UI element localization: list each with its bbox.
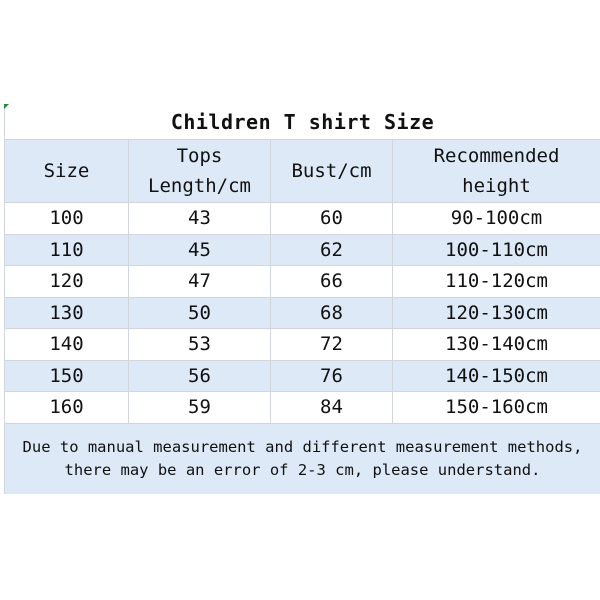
cell-bust: 62: [271, 234, 393, 266]
table-row: [5, 329, 600, 361]
cell-length: 53: [129, 329, 271, 361]
cell-bust: 72: [271, 329, 393, 361]
cell-bust: 60: [271, 203, 393, 235]
cell-size: 150: [5, 360, 129, 392]
header-size: Size: [5, 140, 129, 203]
cell-bust: 76: [271, 360, 393, 392]
measurement-note: Due to manual measurement and different measurement methods, there may be an error of 2-3 cm, please understand.: [5, 423, 600, 494]
cell-height: 150-160cm: [393, 392, 600, 424]
header-bust: Bust/cm: [271, 140, 393, 203]
cell-bust: 66: [271, 266, 393, 298]
cell-length: 50: [129, 297, 271, 329]
table-row: [5, 234, 600, 266]
cell-length: 43: [129, 203, 271, 235]
cell-size: 100: [5, 203, 129, 235]
table-row: [5, 297, 600, 329]
header-height-line1: Recommended: [433, 145, 560, 167]
header-length-line1: Tops: [176, 145, 223, 167]
cell-size: 140: [5, 329, 129, 361]
cell-length: 59: [129, 392, 271, 424]
size-chart: [4, 104, 600, 497]
header-row: [5, 140, 600, 203]
cell-corner-marker: [4, 104, 9, 109]
header-length-line2: Length/cm: [148, 175, 251, 197]
cell-bust: 84: [271, 392, 393, 424]
title-row: [5, 104, 600, 140]
cell-size: 130: [5, 297, 129, 329]
table-row: [5, 392, 600, 424]
table-row: [5, 266, 600, 298]
table-row: [5, 360, 600, 392]
cell-bust: 68: [271, 297, 393, 329]
header-length: [129, 140, 271, 203]
cell-size: 120: [5, 266, 129, 298]
note-row: [5, 423, 600, 494]
size-table: [4, 104, 600, 494]
cell-height: 130-140cm: [393, 329, 600, 361]
cell-length: 56: [129, 360, 271, 392]
cell-length: 45: [129, 234, 271, 266]
cell-height: 140-150cm: [393, 360, 600, 392]
header-height: [393, 140, 600, 203]
cell-size: 110: [5, 234, 129, 266]
cell-height: 90-100cm: [393, 203, 600, 235]
cell-height: 100-110cm: [393, 234, 600, 266]
cell-length: 47: [129, 266, 271, 298]
table-row: [5, 203, 600, 235]
table-title: Children T shirt Size: [5, 104, 600, 140]
cell-height: 110-120cm: [393, 266, 600, 298]
header-height-line2: height: [462, 175, 531, 197]
cell-size: 160: [5, 392, 129, 424]
cell-height: 120-130cm: [393, 297, 600, 329]
